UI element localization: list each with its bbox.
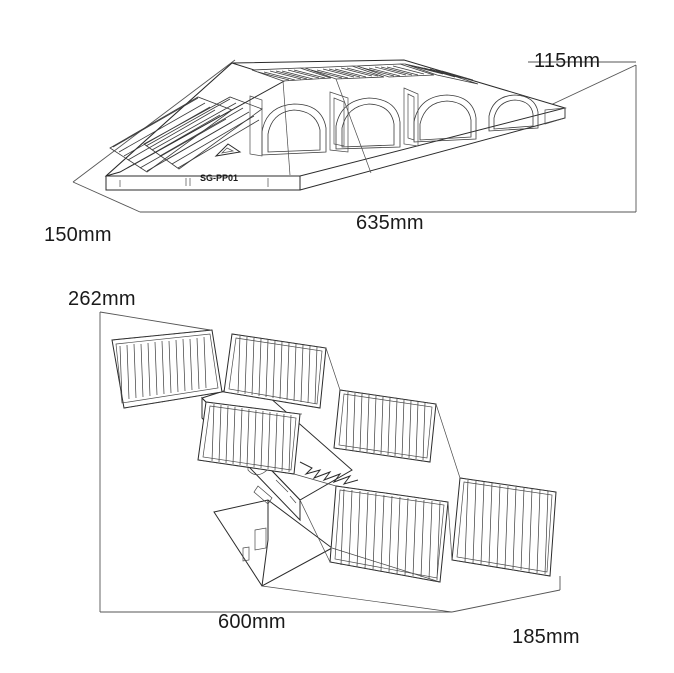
dimension-label-depth-262: 262mm [68, 288, 136, 310]
dimension-label-width-150: 150mm [44, 224, 112, 246]
dimension-label-length-600: 600mm [218, 611, 286, 633]
dimension-label-width-185: 185mm [512, 626, 580, 648]
dimension-label-length-635: 635mm [356, 212, 424, 234]
top-view-group [73, 60, 636, 212]
product-code-label: SG-PP01 [200, 173, 239, 183]
dimension-label-height-115: 115mm [534, 50, 601, 72]
exploded-view-group [100, 312, 560, 612]
